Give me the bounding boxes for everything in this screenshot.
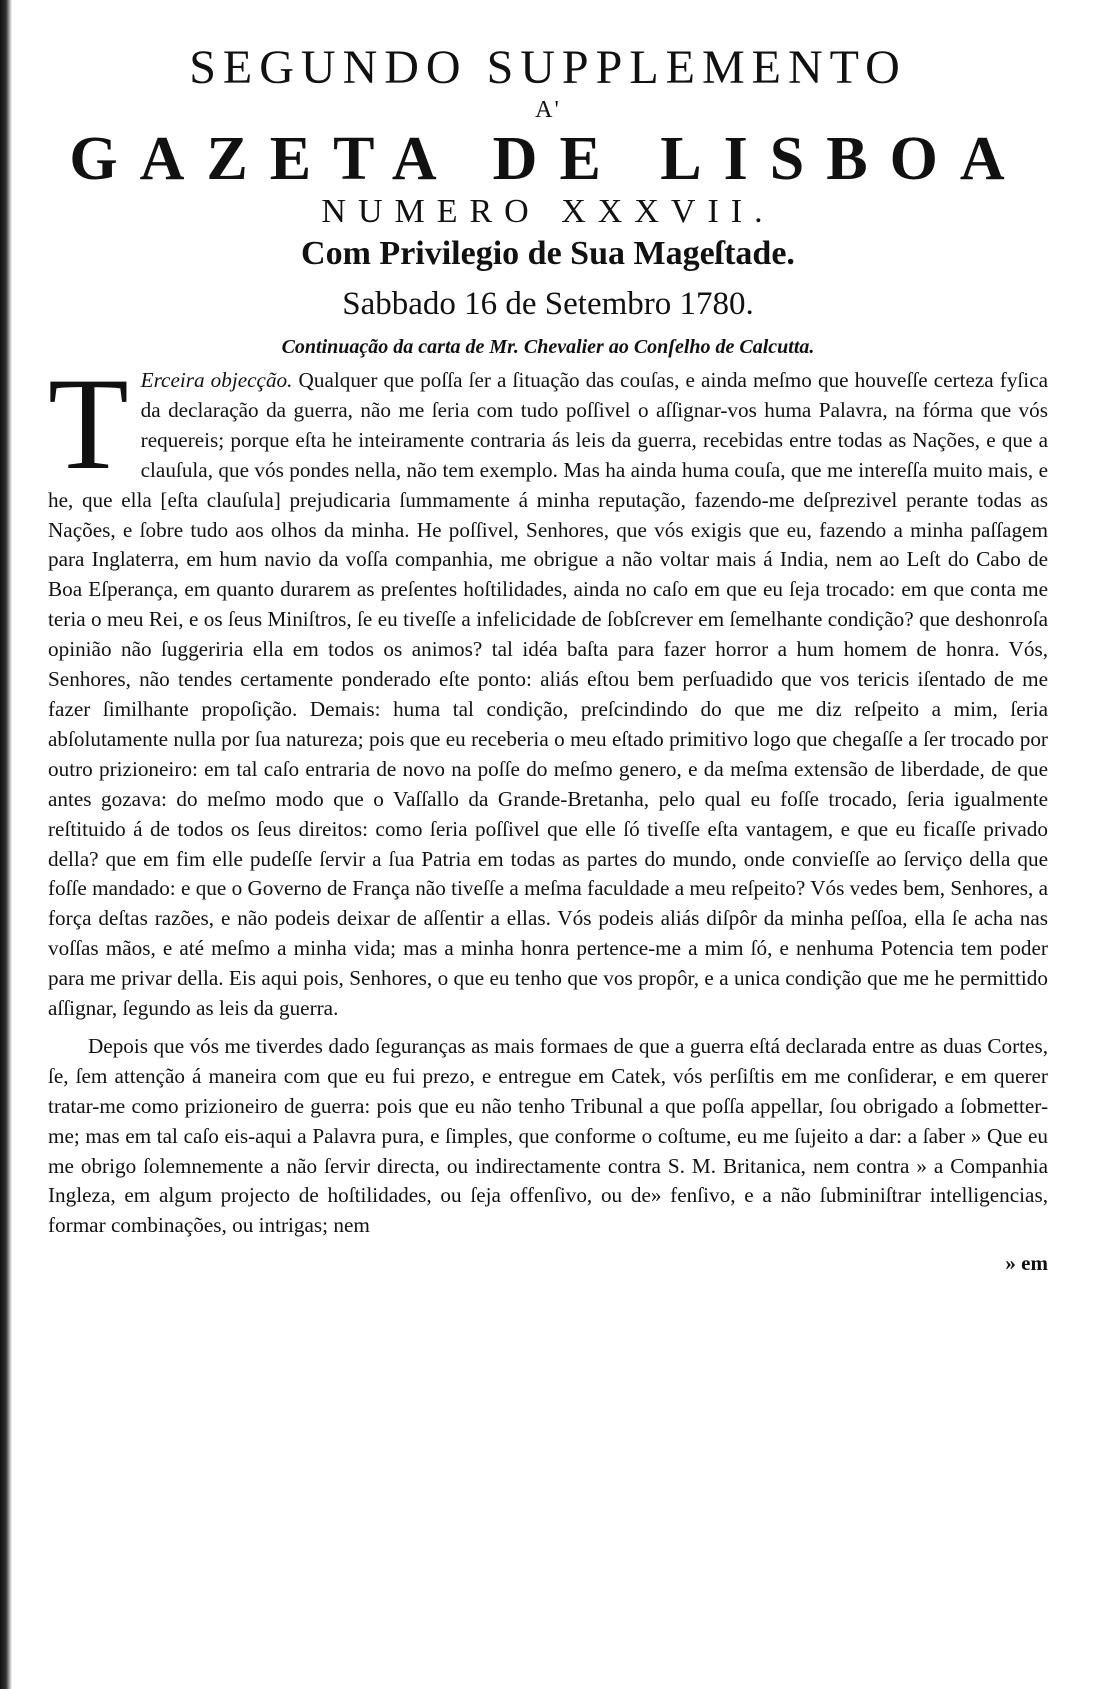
catchword: » em	[1005, 1251, 1048, 1276]
article-paragraph-1	[48, 350, 1048, 1024]
page-spine-shadow	[0, 0, 12, 1689]
gazette-title: GAZETA DE LISBOA	[69, 125, 1027, 193]
article-paragraph-2: Depois que vós me tiverdes dado ſeguranças as mais formaes de que a guerra eſtá declarada entre as duas Cortes, ſe, ſem attenção á maneira com que eu fui prezo, e entregue em Catek, vós perſiſtis em me conſiderar, e em querer tratar-me como prizioneiro de guerra: pois que eu não tenho Tribunal a que poſſa appellar, ſou obrigado a ſobmetter-me; mas em tal caſo eis-aqui a Palavra pura, e ſimples, que conforme o coſtume, eu me ſujeito a dar: a ſaber » Que eu me obrigo ſolemnemente a não ſervir directa, ou indirectamente contra S. M. Britanica, nem contra » a Companhia Ingleza, em algum projecto de hoſtilidades, ou ſeja offenſivo, ou de» fenſivo, e a não ſubminiſtrar intelligencias, formar combinações, ou intrigas; nem	[48, 1033, 1048, 1238]
article-subheading: Continuação da carta de Mr. Chevalier ao Conſelho de Calcutta.	[281, 336, 815, 358]
issue-number: NUMERO XXXVII.	[321, 193, 775, 230]
newspaper-page	[48, 40, 1048, 1279]
article-body	[48, 350, 1048, 1279]
paragraph-lead: Erceira objecção.	[140, 368, 293, 392]
paragraph-text: Qualquer que poſſa ſer a ſituação das couſas, e ainda meſmo que houveſſe certeza fyſica da declaração da guerra, não me ſeria com tudo poſſivel o aſſignar-vos huma Palavra, na fórma que vós requereis; porque eſta he inteiramente contraria ás leis da guerra, recebidas entre todas as Nações, e que a clauſula, que vós pondes nella, não tem exemplo. Mas ha ainda huma couſa, que me intereſſa muito mais, e he, que ella [eſta clauſula] prejudicaria ſummamente á minha reputação, fazendo-me deſprezivel perante todas as Nações, e ſobre tudo aos olhos da minha. He poſſivel, Senhores, que vós exigis que eu, fazendo a minha paſſagem para Inglaterra, em hum navio da voſſa companhia, me obrigue a não voltar mais á India, nem ao Leſt do Cabo de Boa Eſperança, em quanto durarem as preſentes hoſtilidades, ainda no caſo em que eu ſeja trocado: em que conta me teria o meu Rei, e os ſeus Miniſtros, ſe eu tiveſſe a infelicidade de ſobſcrever em ſemelhante condição? que deshonroſa opinião não ſuggeriria ella em todos os animos? tal idéa baſta para fazer horror a hum homem de honra. Vós, Senhores, não tendes certamente ponderado eſte ponto: aliás eſtou bem perſuadido que vos tericis iſentado de me fazer ſimilhante propoſição. Demais: huma tal condição, preſcindindo do que me diz reſpeito a mim, ſeria abſolutamente nulla por ſua natureza; pois que eu receberia o meu eſtado primitivo logo que chegaſſe a ſer trocado por outro prizioneiro: em tal caſo entraria de novo na poſſe do meſmo genero, e da meſma extensão de liberdade, de que antes gozava: do meſmo modo que o Vaſſallo da Grande-Bretanha, pelo qual eu foſſe trocado, ſeria igualmente reſtituido á de todos os ſeus direitos: como ſeria poſſivel que elle ſó tiveſſe eſta vantagem, e que eu ficaſſe privado della? que em fim elle pudeſſe ſervir a ſua Patria em todas as partes do mundo, onde convieſſe ao ſerviço della que foſſe mandado: e que o Governo de França não tiveſſe a meſma faculdade a meu reſpeito? Vós vedes bem, Senhores, a força deſtas razões, e não podeis deixar de aſſentir a ellas. Vós podeis aliás diſpôr da minha peſſoa, ella ſe acha nas voſſas mãos, e até meſmo a minha vida; mas a minha honra pertence-me a mim ſó, e nenhuma Potencia tem poder para me privar della. Eis aqui pois, Senhores, o que eu tenho que vos propôr, e a unica condição que me he permittido aſſignar, ſegundo as leis da guerra.	[48, 368, 1048, 1021]
drop-cap: T	[48, 350, 129, 497]
supplement-title: SEGUNDO SUPPLEMENTO	[189, 41, 907, 94]
issue-date: Sabbado 16 de Setembro 1780.	[342, 286, 754, 322]
privilege-line: Com Privilegio de Sua Mageſtade.	[301, 235, 795, 272]
supplement-connector: A'	[535, 97, 561, 123]
